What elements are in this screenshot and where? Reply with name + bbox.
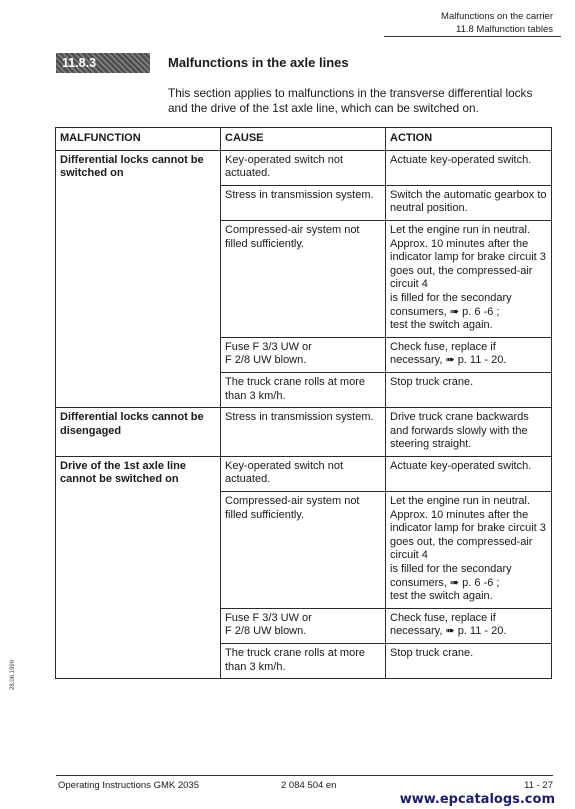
footer-page-number: 11 - 27 bbox=[524, 780, 553, 791]
footer-doc-number: 2 084 504 en bbox=[281, 780, 337, 791]
cause-cell: Compressed-air system not filled sufficiently. bbox=[221, 492, 386, 609]
action-cell: Actuate key-operated switch. bbox=[386, 456, 552, 491]
cause-cell: Stress in transmission system. bbox=[221, 185, 386, 220]
action-cell: Stop truck crane. bbox=[386, 372, 552, 407]
header-rule bbox=[384, 36, 561, 37]
action-cell: Let the engine run in neutral. Approx. 10 minutes after the indicator lamp for brake circuit 3 goes out, the compressed-air circuit 4 is filled for the secondary consumers, ➠ p. 6 -6 ; test the switch again. bbox=[386, 220, 552, 337]
malfunction-cell: Differential locks cannot be disengaged bbox=[56, 408, 221, 457]
action-cell: Switch the automatic gearbox to neutral position. bbox=[386, 185, 552, 220]
table-row bbox=[56, 150, 552, 185]
action-cell: Let the engine run in neutral. Approx. 10 minutes after the indicator lamp for brake circuit 3 goes out, the compressed-air circuit 4 is filled for the secondary consumers, ➠ p. 6 -6 ; test the switch again. bbox=[386, 492, 552, 609]
print-date: 28.06.1999 bbox=[10, 659, 16, 690]
header-action: ACTION bbox=[386, 128, 552, 151]
cause-cell: The truck crane rolls at more than 3 km/h. bbox=[221, 372, 386, 407]
header-chapter: Malfunctions on the carrier bbox=[441, 11, 553, 22]
action-cell: Check fuse, replace if necessary, ➠ p. 11 - 20. bbox=[386, 608, 552, 643]
cause-cell: Key-operated switch not actuated. bbox=[221, 456, 386, 491]
table-header-row bbox=[56, 128, 552, 151]
header-malfunction: MALFUNCTION bbox=[56, 128, 221, 151]
malfunction-table bbox=[55, 127, 552, 679]
watermark-url: www.epcatalogs.com bbox=[399, 792, 555, 807]
cause-cell: Fuse F 3/3 UW or F 2/8 UW blown. bbox=[221, 608, 386, 643]
header-cause: CAUSE bbox=[221, 128, 386, 151]
cause-cell: Key-operated switch not actuated. bbox=[221, 150, 386, 185]
cause-cell: Fuse F 3/3 UW or F 2/8 UW blown. bbox=[221, 337, 386, 372]
action-cell: Drive truck crane backwards and forwards slowly with the steering straight. bbox=[386, 408, 552, 457]
running-header bbox=[441, 10, 553, 36]
table-row bbox=[56, 408, 552, 457]
cause-cell: The truck crane rolls at more than 3 km/h. bbox=[221, 644, 386, 679]
cause-cell: Compressed-air system not filled sufficiently. bbox=[221, 220, 386, 337]
section-title: Malfunctions in the axle lines bbox=[168, 55, 349, 70]
section-number: 11.8.3 bbox=[56, 53, 150, 73]
table-row bbox=[56, 456, 552, 491]
malfunction-cell: Drive of the 1st axle line cannot be switched on bbox=[56, 456, 221, 678]
malfunction-cell: Differential locks cannot be switched on bbox=[56, 150, 221, 408]
footer-manual-title: Operating Instructions GMK 2035 bbox=[58, 780, 199, 791]
footer-rule bbox=[56, 775, 553, 776]
cause-cell: Stress in transmission system. bbox=[221, 408, 386, 457]
section-intro: This section applies to malfunctions in the transverse differential locks and the drive of the 1st axle line, which can be switched on. bbox=[168, 86, 533, 115]
action-cell: Check fuse, replace if necessary, ➠ p. 11 - 20. bbox=[386, 337, 552, 372]
action-cell: Stop truck crane. bbox=[386, 644, 552, 679]
header-section: 11.8 Malfunction tables bbox=[456, 24, 553, 35]
action-cell: Actuate key-operated switch. bbox=[386, 150, 552, 185]
